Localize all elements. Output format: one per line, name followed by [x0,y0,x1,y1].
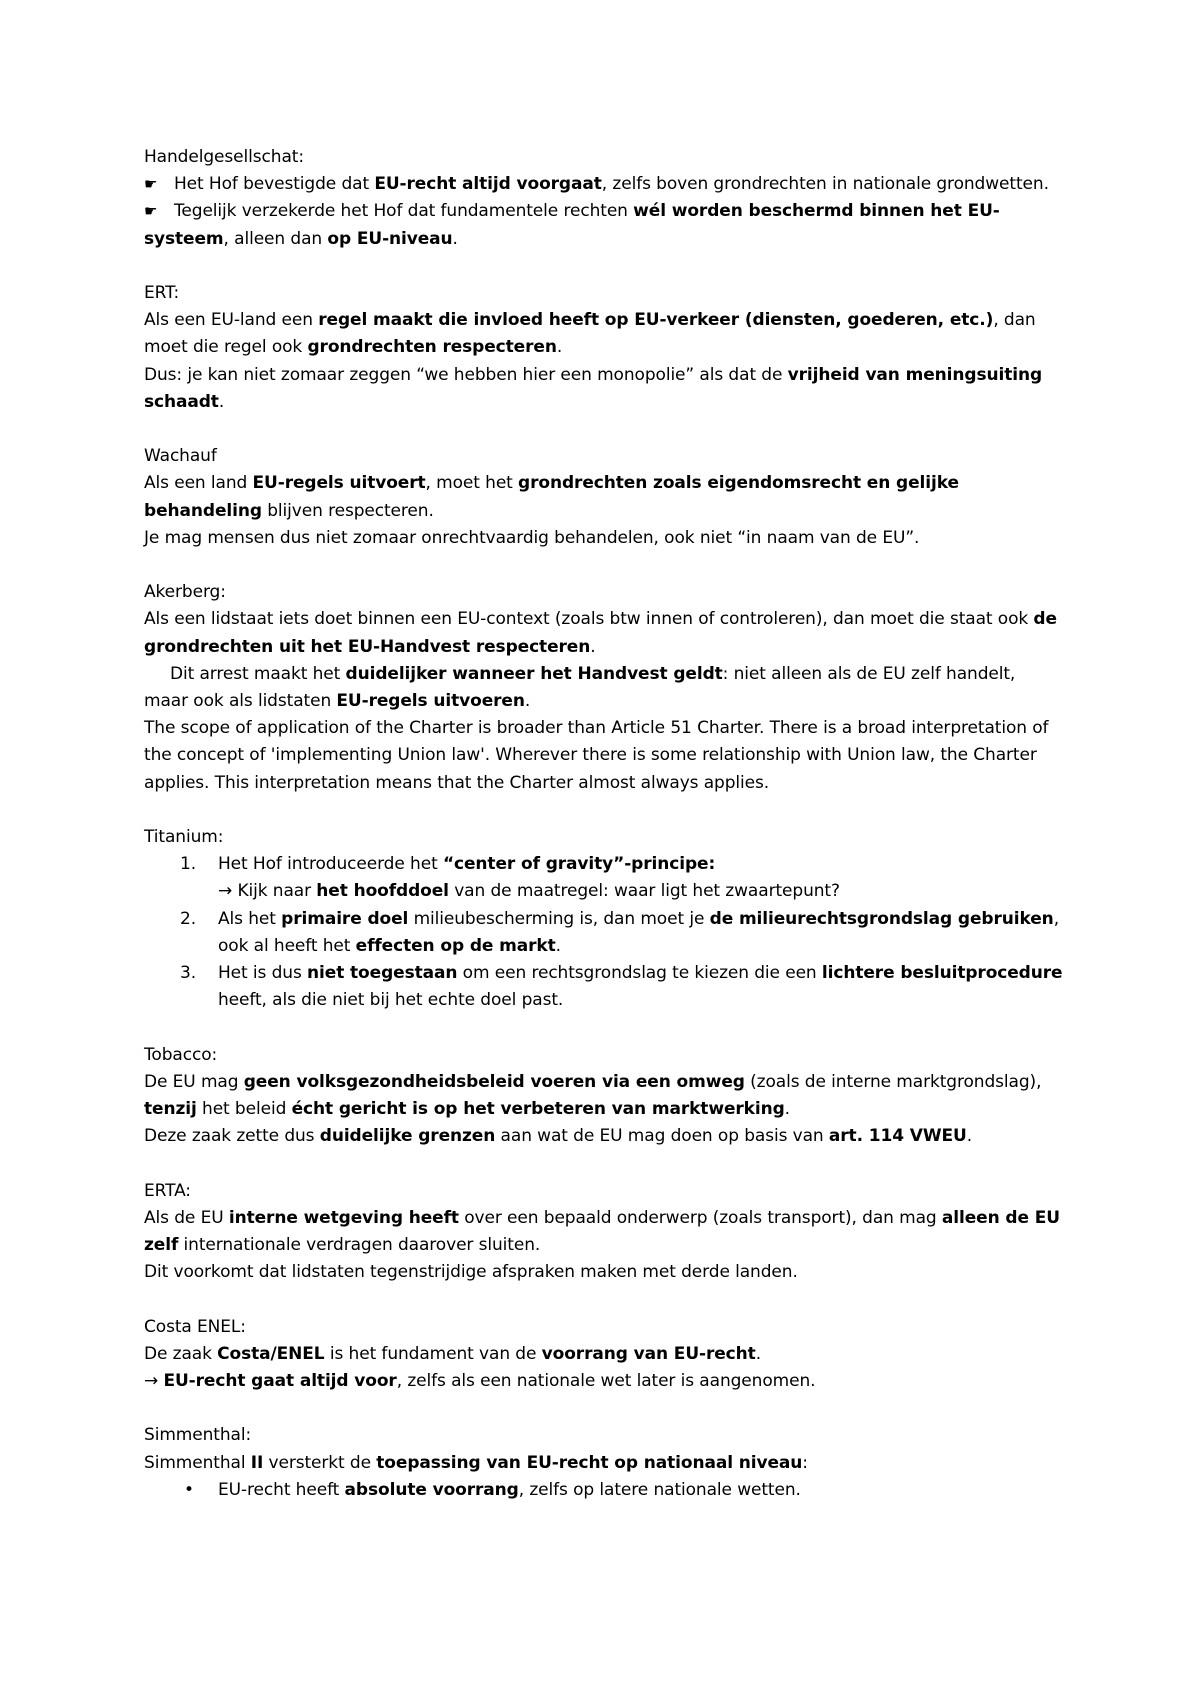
text-run: Deze zaak zette dus [144,1126,320,1147]
bold-text: EU-regels uitvoeren [336,691,525,712]
bold-text: voorrang van EU-recht [541,1343,756,1364]
text-run: is het fundament van de [324,1343,542,1364]
text-run: Als het [218,908,282,929]
bold-text: niet toegestaan [307,963,458,984]
bold-text: EU-recht gaat altijd voor [163,1371,397,1392]
bold-text: toepassing van EU-recht op nationaal niveau [376,1452,803,1473]
bullet-list [144,1477,1064,1504]
bold-text: art. 114 VWEU [828,1126,967,1147]
paragraph [144,1123,1064,1150]
text-run: . [452,228,458,249]
text-run: Het Hof introduceerde het [218,854,443,875]
bold-text: Costa/ENEL [217,1343,325,1364]
list-number: 3. [180,963,197,984]
text-run: milieubescherming is, dan moet je [408,908,710,929]
list-number: 2. [180,908,197,929]
bold-text: absolute voorrang [344,1479,519,1500]
bold-text: duidelijker wanneer het Handvest geldt [345,663,723,684]
text-run: . [966,1126,973,1147]
paragraph [144,1205,1064,1259]
text-run: (zoals de interne marktgrondslag), [744,1071,1042,1092]
section-heading: Akerberg: [144,582,226,603]
text-run: Tegelijk verzekerde het Hof dat fundamentele rechten [174,201,634,222]
paragraph [144,470,1064,524]
bold-text: EU-recht altijd voorgaat [374,174,602,195]
bold-text: “center of gravity”-principe: [442,854,716,875]
paragraph [144,1341,1064,1368]
section-tobacco [144,1042,1064,1151]
paragraph [144,198,1064,252]
document-body [144,144,1064,1531]
bold-text: écht gericht is op het verbeteren van marktwerking [291,1099,785,1120]
text-run: . [218,391,225,412]
text-run: Als een land [144,473,253,494]
list-item [144,851,1064,878]
section-titanium [144,824,1064,1014]
text-run: Als de EU [144,1207,229,1228]
paragraph [144,1368,1064,1395]
text-run: aan wat de EU mag doen op basis van [495,1126,829,1147]
section-simmenthal [144,1422,1064,1504]
bold-text: tenzij [144,1099,197,1120]
text-run: . [590,636,596,657]
bold-text: EU-regels uitvoert [252,473,426,494]
bold-text: primaire doel [281,908,409,929]
text-run: Als een EU-land een [144,310,319,331]
text-run: Simmenthal [144,1452,251,1473]
paragraph: Dit voorkomt dat lidstaten tegenstrijdige afspraken maken met derde landen. [144,1262,798,1283]
text-run: Het Hof bevestigde dat [174,174,375,195]
bold-text: effecten op de markt [355,935,556,956]
text-run: . [784,1099,790,1120]
text-run: , ook al heeft het [218,908,1059,956]
section-heading: ERTA: [144,1180,191,1201]
text-run: , moet het [425,473,519,494]
bold-text: wél worden beschermd binnen het EU-systeem [144,201,1000,249]
bold-text: de grondrechten uit het EU-Handvest respecteren [144,609,1057,657]
bold-text: regel maakt die invloed heeft op EU-verkeer (diensten, goederen, etc.) [318,310,994,331]
paragraph [144,307,1064,361]
section-wachauf [144,443,1064,552]
text-run: . [556,337,563,358]
section-costa-enel [144,1314,1064,1396]
text-run: van de maatregel: waar ligt het zwaartepunt? [448,881,840,902]
paragraph: Je mag mensen dus niet zomaar onrechtvaardig behandelen, ook niet “in naam van de EU”. [144,527,920,548]
text-run: , dan moet die regel ook [144,310,1036,358]
text-run: , zelfs als een nationale wet later is aangenomen. [396,1371,816,1392]
paragraph [144,171,1064,198]
text-run: om een rechtsgrondslag te kiezen die een [457,963,822,984]
text-run: Als een lidstaat iets doet binnen een EU-context (zoals btw innen of controleren), dan moet die staat ook [144,609,1034,630]
text-run: . [555,935,561,956]
list-item [144,1477,1064,1504]
text-run: De zaak [144,1343,218,1364]
list-item [144,960,1064,1014]
numbered-list [144,906,1064,1015]
bold-text: interne wetgeving heeft [228,1207,459,1228]
text-run: → [144,1371,164,1392]
bold-text: lichtere besluitprocedure [821,963,1063,984]
bullet-icon: • [184,1479,194,1500]
paragraph [144,606,1064,660]
text-run: → Kijk naar [218,881,317,902]
section-heading: ERT: [144,283,180,303]
text-run: Dit arrest maakt het [170,663,346,684]
text-run: De EU mag [144,1071,244,1092]
bold-text: alleen de EU zelf [144,1207,1060,1256]
paragraph [144,1069,1064,1123]
section-heading: Simmenthal: [144,1425,252,1446]
text-run: , alleen dan [223,228,328,249]
bold-text: het hoofddoel [316,881,449,902]
bold-text: de milieurechtsgrondslag gebruiken [709,908,1054,929]
text-run: Het is dus [218,963,308,984]
text-run: , zelfs op latere nationale wetten. [518,1479,801,1500]
list-item [144,906,1064,960]
text-run: heeft, als die niet bij het echte doel past. [218,990,564,1011]
bold-text: grondrechten zoals eigendomsrecht en gelijke behandeling [144,473,959,521]
list-number: 1. [180,854,197,875]
bold-text: grondrechten respecteren [307,337,557,358]
text-run: . [755,1343,762,1364]
paragraph [144,362,1064,416]
paragraph [144,1450,1064,1477]
section-heading: Titanium: [144,827,224,848]
text-run: Dus: je kan niet zomaar zeggen “we hebben hier een monopolie” als dat de [144,364,788,385]
text-run: over een bepaald onderwerp (zoals transport), dan mag [458,1207,942,1228]
pointing-hand-icon: ☛ [144,202,158,221]
text-run: versterkt de [263,1452,377,1473]
bold-text: geen volksgezondheidsbeleid voeren via een omweg [243,1071,745,1092]
pointing-hand-icon: ☛ [144,175,158,194]
section-handelgesellschaft [144,144,1064,253]
section-erta [144,1178,1064,1287]
bold-text: op EU-niveau [327,228,453,249]
text-run: EU-recht heeft [218,1479,345,1500]
sub-paragraph [144,878,1064,905]
text-run: het beleid [196,1099,292,1120]
numbered-list [144,851,1064,878]
bold-text: II [250,1452,264,1473]
section-heading: Handelgesellschat: [144,147,304,167]
section-heading: Costa ENEL: [144,1316,246,1337]
paragraph [144,661,1064,715]
bold-text: duidelijke grenzen [319,1126,496,1147]
bold-text: vrijheid van meningsuiting schaadt [144,364,1043,412]
section-akerberg [144,579,1064,797]
text-run: , zelfs boven grondrechten in nationale grondwetten. [601,174,1049,195]
text-run: internationale verdragen daarover sluiten. [178,1235,541,1256]
section-heading: Tobacco: [144,1044,218,1065]
text-run: blijven respecteren. [261,500,434,521]
paragraph: The scope of application of the Charter is broader than Article 51 Charter. There is a broad interpretation of the concept of 'implementing Union law'. Wherever there is some relationship with Union law, the Charter applies. This interpretation means that the Charter almost always applies. [144,718,1049,793]
section-ert [144,280,1064,416]
text-run: : [802,1452,808,1473]
section-heading: Wachauf [144,446,217,467]
text-run: . [524,691,531,712]
text-run: : niet alleen als de EU zelf handelt, maar ook als lidstaten [144,663,1016,712]
